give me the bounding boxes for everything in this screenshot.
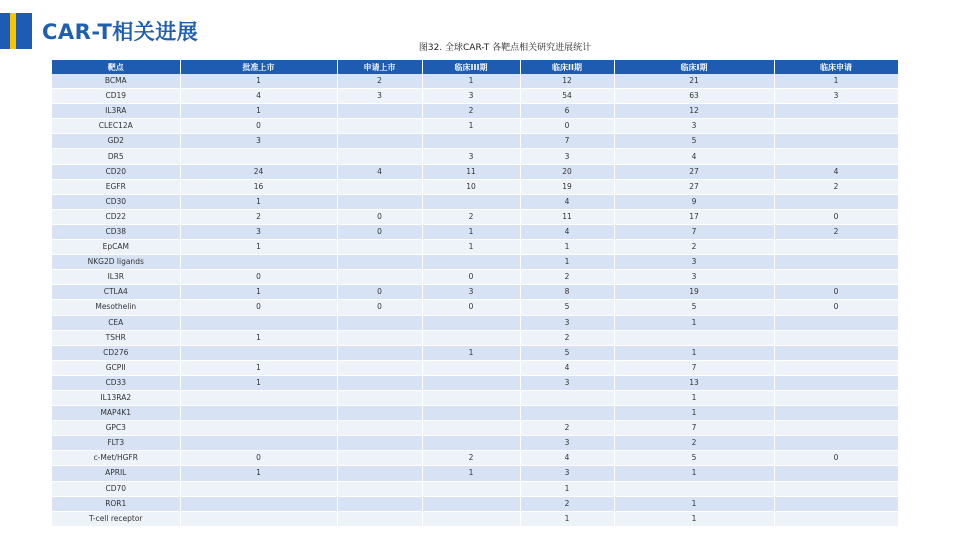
count-cell bbox=[422, 330, 520, 345]
count-cell bbox=[422, 194, 520, 209]
count-cell: 1 bbox=[614, 511, 774, 526]
column-header: 靶点 bbox=[52, 60, 180, 74]
count-cell: 2 bbox=[520, 496, 614, 511]
count-cell bbox=[774, 315, 898, 330]
table-row bbox=[52, 285, 898, 300]
count-cell bbox=[337, 149, 422, 164]
count-cell: 12 bbox=[520, 74, 614, 89]
count-cell: 7 bbox=[520, 134, 614, 149]
table-row bbox=[52, 149, 898, 164]
target-cell: NKG2D ligands bbox=[52, 255, 180, 270]
count-cell bbox=[774, 194, 898, 209]
count-cell bbox=[337, 496, 422, 511]
count-cell bbox=[774, 149, 898, 164]
count-cell bbox=[422, 390, 520, 405]
count-cell bbox=[180, 255, 337, 270]
count-cell: 4 bbox=[520, 451, 614, 466]
table-row bbox=[52, 481, 898, 496]
count-cell bbox=[337, 345, 422, 360]
count-cell: 19 bbox=[520, 179, 614, 194]
target-cell: IL3R bbox=[52, 270, 180, 285]
target-cell: CD19 bbox=[52, 89, 180, 104]
count-cell: 0 bbox=[180, 451, 337, 466]
count-cell bbox=[337, 466, 422, 481]
count-cell bbox=[180, 315, 337, 330]
count-cell bbox=[337, 451, 422, 466]
count-cell: 4 bbox=[520, 194, 614, 209]
count-cell bbox=[774, 270, 898, 285]
count-cell: 0 bbox=[337, 300, 422, 315]
count-cell: 2 bbox=[520, 330, 614, 345]
count-cell bbox=[774, 390, 898, 405]
count-cell: 1 bbox=[774, 74, 898, 89]
count-cell bbox=[422, 436, 520, 451]
count-cell bbox=[180, 345, 337, 360]
table-row bbox=[52, 209, 898, 224]
target-cell: CLEC12A bbox=[52, 119, 180, 134]
count-cell: 0 bbox=[337, 285, 422, 300]
count-cell bbox=[337, 511, 422, 526]
figure-caption: 图32. 全球CAR-T 各靶点相关研究进展统计 bbox=[418, 43, 592, 53]
table-row bbox=[52, 104, 898, 119]
target-cell: CD20 bbox=[52, 164, 180, 179]
count-cell bbox=[422, 134, 520, 149]
count-cell: 0 bbox=[774, 451, 898, 466]
count-cell bbox=[774, 240, 898, 255]
table-row bbox=[52, 179, 898, 194]
target-cell: GCPII bbox=[52, 360, 180, 375]
target-cell: EpCAM bbox=[52, 240, 180, 255]
count-cell bbox=[422, 375, 520, 390]
count-cell bbox=[337, 119, 422, 134]
table-row bbox=[52, 421, 898, 436]
count-cell: 7 bbox=[614, 360, 774, 375]
count-cell: 1 bbox=[520, 481, 614, 496]
count-cell: 1 bbox=[180, 104, 337, 119]
count-cell: 3 bbox=[614, 119, 774, 134]
table-row bbox=[52, 89, 898, 104]
count-cell: 11 bbox=[520, 209, 614, 224]
count-cell: 1 bbox=[614, 406, 774, 421]
count-cell: 4 bbox=[337, 164, 422, 179]
count-cell: 2 bbox=[614, 240, 774, 255]
column-header: 批准上市 bbox=[180, 60, 337, 74]
count-cell bbox=[180, 481, 337, 496]
count-cell: 1 bbox=[422, 345, 520, 360]
count-cell: 1 bbox=[180, 74, 337, 89]
column-header: 临床II期 bbox=[520, 60, 614, 74]
target-cell: c-Met/HGFR bbox=[52, 451, 180, 466]
count-cell: 24 bbox=[180, 164, 337, 179]
count-cell bbox=[337, 481, 422, 496]
count-cell: 19 bbox=[614, 285, 774, 300]
count-cell bbox=[614, 330, 774, 345]
count-cell bbox=[180, 496, 337, 511]
count-cell: 0 bbox=[422, 270, 520, 285]
count-cell: 3 bbox=[180, 134, 337, 149]
target-progress-table bbox=[52, 60, 899, 527]
count-cell: 3 bbox=[520, 375, 614, 390]
count-cell bbox=[422, 255, 520, 270]
target-cell: CD70 bbox=[52, 481, 180, 496]
table-row bbox=[52, 300, 898, 315]
count-cell: 3 bbox=[614, 270, 774, 285]
count-cell bbox=[337, 436, 422, 451]
table-body bbox=[52, 74, 898, 526]
table-row bbox=[52, 330, 898, 345]
count-cell: 3 bbox=[614, 255, 774, 270]
count-cell: 17 bbox=[614, 209, 774, 224]
count-cell bbox=[337, 315, 422, 330]
count-cell: 1 bbox=[614, 466, 774, 481]
table-row bbox=[52, 451, 898, 466]
count-cell bbox=[614, 481, 774, 496]
count-cell bbox=[774, 360, 898, 375]
target-cell: CD33 bbox=[52, 375, 180, 390]
target-cell: MAP4K1 bbox=[52, 406, 180, 421]
count-cell bbox=[422, 360, 520, 375]
count-cell: 4 bbox=[520, 224, 614, 239]
count-cell: 3 bbox=[180, 224, 337, 239]
count-cell bbox=[422, 421, 520, 436]
count-cell bbox=[520, 406, 614, 421]
count-cell: 2 bbox=[180, 209, 337, 224]
target-cell: CD38 bbox=[52, 224, 180, 239]
count-cell bbox=[337, 360, 422, 375]
table-row bbox=[52, 164, 898, 179]
target-cell: CEA bbox=[52, 315, 180, 330]
count-cell: 0 bbox=[180, 270, 337, 285]
count-cell bbox=[774, 481, 898, 496]
target-cell: Mesothelin bbox=[52, 300, 180, 315]
count-cell bbox=[774, 345, 898, 360]
table-row bbox=[52, 270, 898, 285]
count-cell: 0 bbox=[337, 224, 422, 239]
target-cell: DR5 bbox=[52, 149, 180, 164]
count-cell: 20 bbox=[520, 164, 614, 179]
count-cell bbox=[422, 481, 520, 496]
count-cell: 8 bbox=[520, 285, 614, 300]
target-cell: IL13RA2 bbox=[52, 390, 180, 405]
column-header: 临床申请 bbox=[774, 60, 898, 74]
table-header-row bbox=[52, 60, 898, 74]
table-row bbox=[52, 406, 898, 421]
count-cell: 21 bbox=[614, 74, 774, 89]
count-cell bbox=[774, 330, 898, 345]
count-cell bbox=[180, 436, 337, 451]
count-cell bbox=[337, 375, 422, 390]
count-cell bbox=[774, 466, 898, 481]
count-cell: 0 bbox=[520, 119, 614, 134]
table-row bbox=[52, 345, 898, 360]
count-cell: 1 bbox=[180, 240, 337, 255]
count-cell bbox=[774, 421, 898, 436]
count-cell: 4 bbox=[180, 89, 337, 104]
target-cell: IL3RA bbox=[52, 104, 180, 119]
count-cell bbox=[774, 406, 898, 421]
count-cell: 11 bbox=[422, 164, 520, 179]
count-cell: 1 bbox=[180, 285, 337, 300]
count-cell: 1 bbox=[614, 390, 774, 405]
count-cell: 3 bbox=[337, 89, 422, 104]
count-cell bbox=[337, 421, 422, 436]
count-cell: 1 bbox=[422, 74, 520, 89]
count-cell: 5 bbox=[614, 134, 774, 149]
count-cell: 63 bbox=[614, 89, 774, 104]
target-cell: GPC3 bbox=[52, 421, 180, 436]
count-cell: 0 bbox=[422, 300, 520, 315]
target-cell: EGFR bbox=[52, 179, 180, 194]
count-cell: 0 bbox=[180, 300, 337, 315]
column-header: 临床III期 bbox=[422, 60, 520, 74]
count-cell: 5 bbox=[520, 345, 614, 360]
target-cell: CD22 bbox=[52, 209, 180, 224]
count-cell: 1 bbox=[614, 496, 774, 511]
count-cell: 3 bbox=[422, 149, 520, 164]
count-cell: 0 bbox=[337, 209, 422, 224]
table-row bbox=[52, 390, 898, 405]
count-cell bbox=[520, 390, 614, 405]
table-row bbox=[52, 119, 898, 134]
count-cell: 1 bbox=[180, 330, 337, 345]
count-cell: 2 bbox=[774, 224, 898, 239]
count-cell: 27 bbox=[614, 164, 774, 179]
table-row bbox=[52, 436, 898, 451]
table-row bbox=[52, 375, 898, 390]
count-cell: 0 bbox=[774, 285, 898, 300]
count-cell: 0 bbox=[774, 209, 898, 224]
count-cell bbox=[422, 315, 520, 330]
count-cell: 5 bbox=[614, 451, 774, 466]
column-header: 临床I期 bbox=[614, 60, 774, 74]
count-cell: 1 bbox=[614, 315, 774, 330]
count-cell bbox=[422, 496, 520, 511]
table-row bbox=[52, 360, 898, 375]
table-row bbox=[52, 511, 898, 526]
count-cell bbox=[337, 179, 422, 194]
count-cell: 1 bbox=[422, 224, 520, 239]
count-cell: 0 bbox=[774, 300, 898, 315]
count-cell: 9 bbox=[614, 194, 774, 209]
target-cell: FLT3 bbox=[52, 436, 180, 451]
count-cell bbox=[180, 390, 337, 405]
count-cell bbox=[774, 375, 898, 390]
count-cell: 2 bbox=[422, 451, 520, 466]
table-row bbox=[52, 74, 898, 89]
target-cell: BCMA bbox=[52, 74, 180, 89]
count-cell: 1 bbox=[180, 375, 337, 390]
count-cell bbox=[337, 240, 422, 255]
count-cell bbox=[180, 511, 337, 526]
count-cell: 3 bbox=[520, 436, 614, 451]
target-cell: APRIL bbox=[52, 466, 180, 481]
count-cell: 1 bbox=[520, 255, 614, 270]
count-cell: 1 bbox=[422, 119, 520, 134]
count-cell: 12 bbox=[614, 104, 774, 119]
target-cell: CD30 bbox=[52, 194, 180, 209]
count-cell: 54 bbox=[520, 89, 614, 104]
count-cell bbox=[774, 436, 898, 451]
count-cell: 3 bbox=[520, 315, 614, 330]
count-cell: 27 bbox=[614, 179, 774, 194]
table-row bbox=[52, 134, 898, 149]
count-cell bbox=[774, 134, 898, 149]
count-cell: 10 bbox=[422, 179, 520, 194]
count-cell bbox=[774, 104, 898, 119]
count-cell: 3 bbox=[422, 285, 520, 300]
count-cell: 2 bbox=[614, 436, 774, 451]
count-cell: 2 bbox=[520, 421, 614, 436]
count-cell bbox=[337, 270, 422, 285]
count-cell: 6 bbox=[520, 104, 614, 119]
count-cell: 1 bbox=[180, 360, 337, 375]
count-cell bbox=[337, 406, 422, 421]
count-cell bbox=[337, 104, 422, 119]
count-cell: 1 bbox=[180, 466, 337, 481]
count-cell: 2 bbox=[422, 209, 520, 224]
column-header: 申请上市 bbox=[337, 60, 422, 74]
count-cell: 16 bbox=[180, 179, 337, 194]
table-row bbox=[52, 224, 898, 239]
count-cell: 5 bbox=[520, 300, 614, 315]
target-cell: T-cell receptor bbox=[52, 511, 180, 526]
count-cell bbox=[180, 421, 337, 436]
count-cell: 4 bbox=[520, 360, 614, 375]
count-cell: 3 bbox=[422, 89, 520, 104]
count-cell bbox=[180, 406, 337, 421]
count-cell bbox=[422, 406, 520, 421]
count-cell: 7 bbox=[614, 421, 774, 436]
count-cell: 7 bbox=[614, 224, 774, 239]
count-cell: 1 bbox=[614, 345, 774, 360]
count-cell bbox=[337, 330, 422, 345]
page-title: CAR-T相关进展 bbox=[42, 20, 199, 44]
count-cell: 3 bbox=[774, 89, 898, 104]
target-cell: GD2 bbox=[52, 134, 180, 149]
count-cell: 13 bbox=[614, 375, 774, 390]
table-row bbox=[52, 240, 898, 255]
count-cell: 0 bbox=[180, 119, 337, 134]
target-cell: CTLA4 bbox=[52, 285, 180, 300]
count-cell: 1 bbox=[520, 240, 614, 255]
target-cell: ROR1 bbox=[52, 496, 180, 511]
count-cell: 2 bbox=[337, 74, 422, 89]
table-row bbox=[52, 255, 898, 270]
count-cell bbox=[180, 149, 337, 164]
count-cell bbox=[774, 119, 898, 134]
count-cell: 4 bbox=[774, 164, 898, 179]
count-cell bbox=[774, 496, 898, 511]
count-cell: 3 bbox=[520, 466, 614, 481]
count-cell: 2 bbox=[520, 270, 614, 285]
count-cell: 1 bbox=[422, 240, 520, 255]
table-row bbox=[52, 496, 898, 511]
count-cell bbox=[337, 390, 422, 405]
count-cell bbox=[422, 511, 520, 526]
count-cell bbox=[337, 194, 422, 209]
count-cell bbox=[774, 511, 898, 526]
count-cell: 5 bbox=[614, 300, 774, 315]
count-cell: 1 bbox=[520, 511, 614, 526]
target-cell: CD276 bbox=[52, 345, 180, 360]
count-cell bbox=[337, 255, 422, 270]
count-cell: 1 bbox=[180, 194, 337, 209]
table-row bbox=[52, 466, 898, 481]
count-cell: 1 bbox=[422, 466, 520, 481]
count-cell: 3 bbox=[520, 149, 614, 164]
count-cell: 2 bbox=[422, 104, 520, 119]
count-cell: 4 bbox=[614, 149, 774, 164]
count-cell: 2 bbox=[774, 179, 898, 194]
count-cell bbox=[337, 134, 422, 149]
count-cell bbox=[774, 255, 898, 270]
table-row bbox=[52, 315, 898, 330]
table-row bbox=[52, 194, 898, 209]
target-cell: TSHR bbox=[52, 330, 180, 345]
